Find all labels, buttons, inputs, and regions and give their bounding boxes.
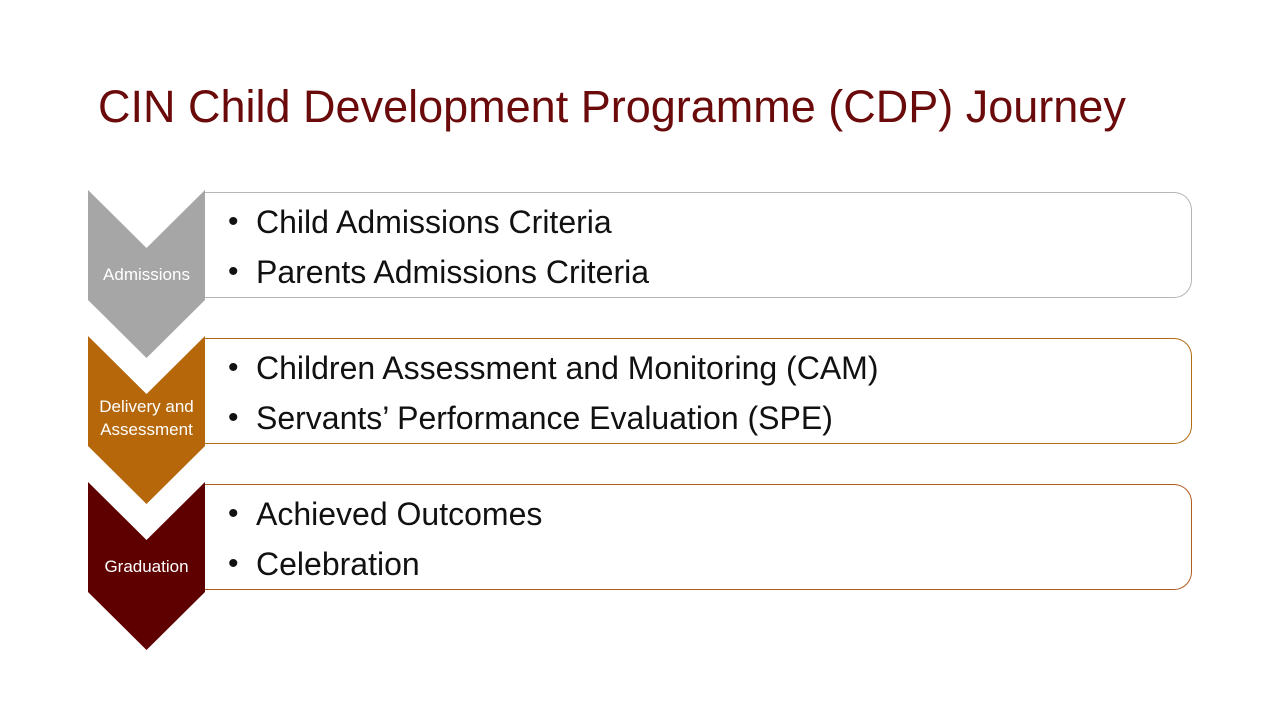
bullet-list (228, 489, 542, 589)
bullet-text: Children Assessment and Monitoring (CAM) (256, 350, 879, 386)
stage-label-text: Graduation (104, 556, 189, 576)
stage-label (88, 336, 205, 504)
stage-content-box (204, 338, 1192, 444)
stage-chevron (88, 190, 205, 358)
stage-chevron (88, 336, 205, 504)
stage-graduation (88, 482, 1194, 652)
stage-admissions (88, 190, 1194, 360)
bullet-dot: • (228, 547, 239, 580)
bullet-item (228, 489, 542, 539)
stage-label-text: Admissions (103, 264, 190, 284)
stage-content-box (204, 484, 1192, 590)
bullet-dot: • (228, 351, 239, 384)
bullet-text: Child Admissions Criteria (256, 204, 612, 240)
stage-label (88, 190, 205, 358)
bullet-dot: • (228, 205, 239, 238)
bullet-item (228, 247, 649, 297)
bullet-text: Celebration (256, 546, 420, 582)
bullet-item (228, 197, 649, 247)
stage-label-text: Delivery and Assessment (99, 397, 194, 439)
bullet-item (228, 539, 542, 589)
slide-title: CIN Child Development Programme (CDP) Journey (98, 81, 1126, 132)
stage-chevron (88, 482, 205, 650)
bullet-text: Parents Admissions Criteria (256, 254, 650, 290)
bullet-text: Servants’ Performance Evaluation (SPE) (256, 400, 833, 436)
bullet-dot: • (228, 255, 239, 288)
bullet-item (228, 393, 878, 443)
stage-content-box (204, 192, 1192, 298)
bullet-item (228, 343, 878, 393)
bullet-list (228, 197, 649, 297)
stage-label (88, 482, 205, 650)
stage-delivery-assessment (88, 336, 1194, 506)
bullet-text: Achieved Outcomes (256, 496, 543, 532)
bullet-list (228, 343, 878, 443)
bullet-dot: • (228, 401, 239, 434)
bullet-dot: • (228, 497, 239, 530)
